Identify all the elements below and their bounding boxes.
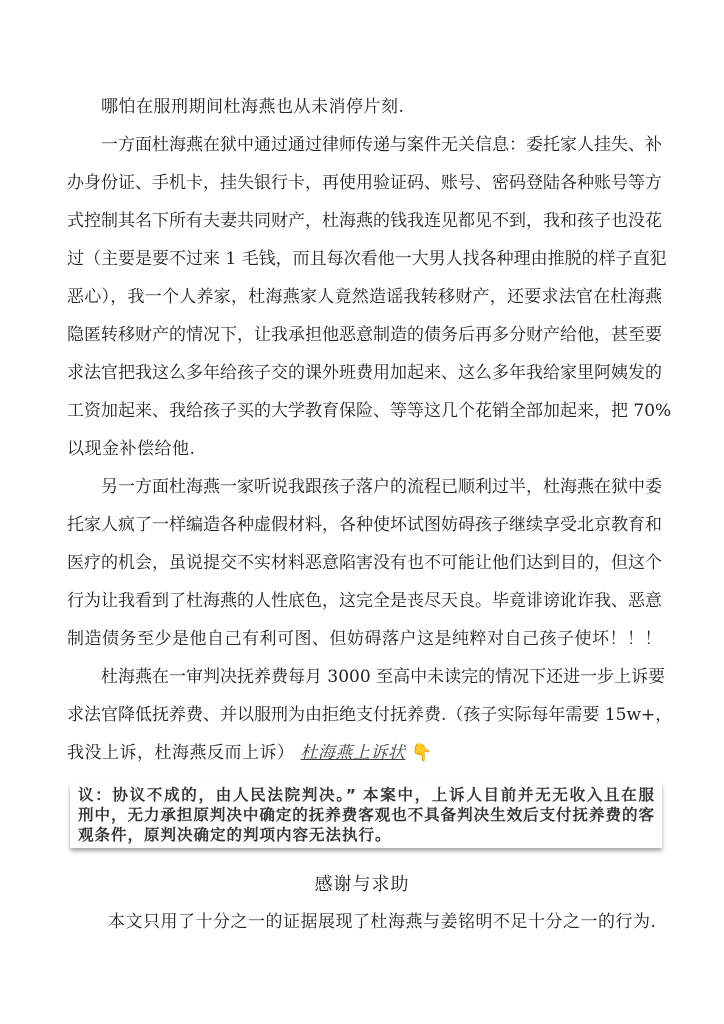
appeal-link[interactable]: 杜海燕上诉状 xyxy=(300,743,406,763)
body-line: 恶心），我一个人养家，杜海燕家人竟然造谣我转移财产，还要求法官在杜海燕 xyxy=(67,287,662,307)
body-line: 托家人疯了一样编造各种虚假材料，各种使坏试图妨碍孩子继续享受北京教育和 xyxy=(67,515,662,535)
body-line: 求法官把我这么多年给孩子交的课外班费用加起来、这么多年我给家里阿姨发的 xyxy=(67,363,662,383)
quote-line: 刑中，无力承担原判决中确定的抚养费客观也不具备判决生效后支付抚养费的客 xyxy=(78,806,654,824)
body-line: 行为让我看到了杜海燕的人性底色，这完全是丧尽天良。毕竟诽谤讹诈我、恶意 xyxy=(67,591,662,611)
body-line: 工资加起来、我给孩子买的大学教育保险、等等这几个花销全部加起来，把 70% xyxy=(67,401,672,421)
body-line: 哪怕在服刑期间杜海燕也从未消停片刻. xyxy=(101,97,405,117)
quote-line: 观条件，原判决确定的判项内容无法执行。 xyxy=(78,826,392,844)
section-heading: 感谢与求助 xyxy=(314,874,410,895)
body-line: 另一方面杜海燕一家听说我跟孩子落户的流程已顺利过半，杜海燕在狱中委 xyxy=(101,477,662,497)
body-line: 杜海燕在一审判决抚养费每月 3000 至高中未读完的情况下还进一步上诉要 xyxy=(101,667,666,687)
body-line: 一方面杜海燕在狱中通过通过律师传递与案件无关信息：委托家人挂失、补 xyxy=(101,135,662,155)
body-line: 制造债务至少是他自己有利可图、但妨碍落户这是纯粹对自己孩子使坏！！！ xyxy=(67,629,662,649)
body-line: 式控制其名下所有夫妻共同财产，杜海燕的钱我连见都见不到，我和孩子也没花 xyxy=(67,211,662,231)
body-line: 以现金补偿给他. xyxy=(67,439,196,459)
closing-line: 本文只用了十分之一的证据展现了杜海燕与姜铭明不足十分之一的行为. xyxy=(108,912,657,932)
body-text: 我没上诉，杜海燕反而上诉） xyxy=(67,743,295,763)
body-line: 隐匿转移财产的情况下，让我承担他恶意制造的债务后再多分财产给他，甚至要 xyxy=(67,325,662,345)
body-line: 办身份证、手机卡，挂失银行卡，再使用验证码、账号、密码登陆各种账号等方 xyxy=(67,173,662,193)
body-line: 医疗的机会，虽说提交不实材料恶意陷害没有也不可能让他们达到目的，但这个 xyxy=(67,553,662,573)
body-line: 过（主要是要不过来 1 毛钱，而且每次看他一大男人找各种理由推脱的样子直犯 xyxy=(67,249,667,269)
quote-line: 议：协议不成的，由人民法院判决。” 本案中，上诉人目前并无无收入且在服 xyxy=(78,786,654,804)
pointing-down-icon: 👇 xyxy=(411,743,433,763)
quoted-excerpt xyxy=(70,783,662,848)
body-line: 求法官降低抚养费、并以服刑为由拒绝支付抚养费.（孩子实际每年需要 15w+， xyxy=(67,705,673,725)
body-line xyxy=(67,742,662,764)
